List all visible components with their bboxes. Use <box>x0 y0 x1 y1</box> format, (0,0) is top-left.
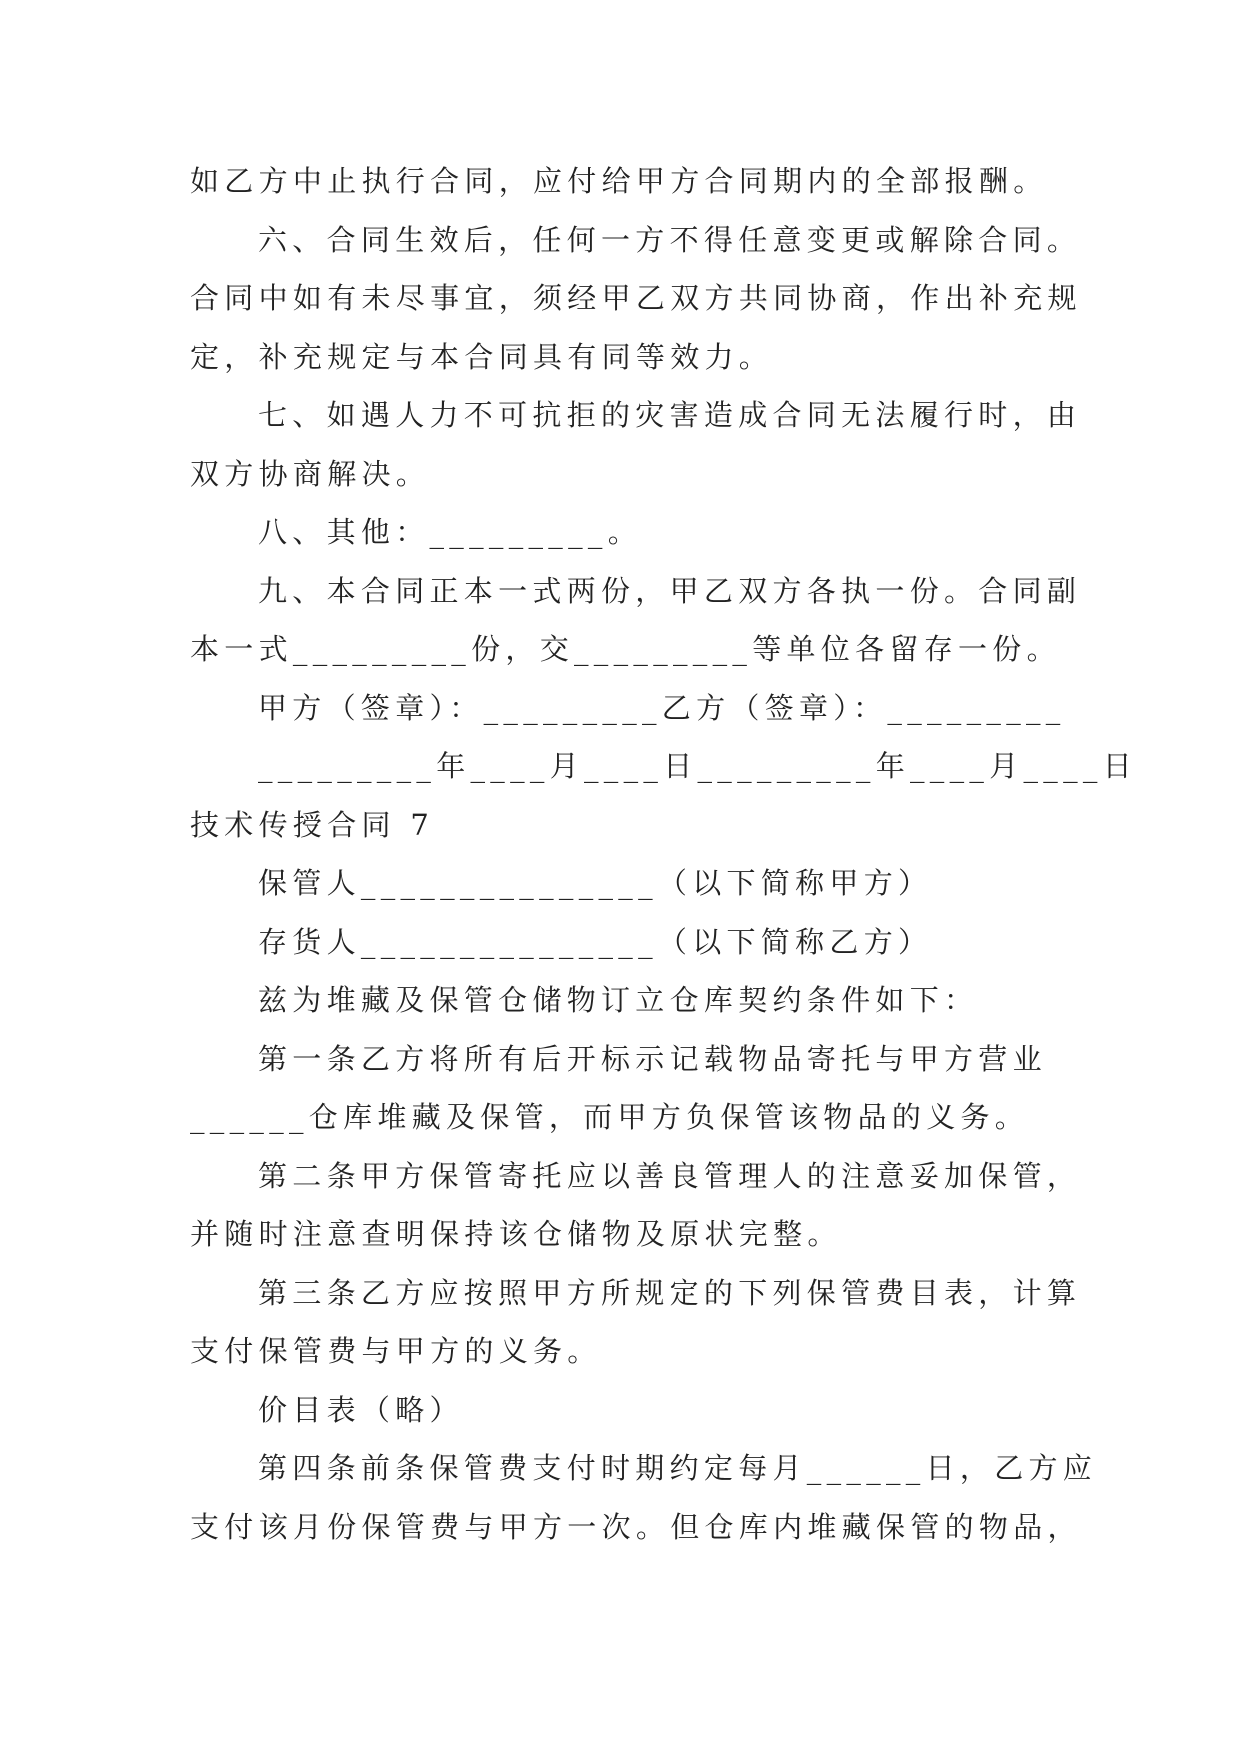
text-line: 本一式_________份，交_________等单位各留存一份。 <box>190 632 1061 666</box>
text-line: 合同中如有未尽事宜，须经甲乙双方共同协商，作出补充规 <box>190 281 1082 315</box>
text-line: 价目表（略） <box>258 1392 464 1427</box>
text-line: 八、其他：_________。 <box>258 515 643 549</box>
contract-text <box>190 152 1137 1556</box>
article-line: 第四条前条保管费支付时期约定每月______日，乙方应 <box>258 1451 1098 1485</box>
text-line: ______仓库堆藏及保管，而甲方负保管该物品的义务。 <box>190 1100 1030 1134</box>
section-title: 技术传授合同 7 <box>190 807 435 842</box>
signature-line: 甲方（签章）：_________乙方（签章）：_________ <box>258 690 1066 725</box>
text-line: 兹为堆藏及保管仓储物订立仓库契约条件如下： <box>258 983 979 1017</box>
date-line: _________年____月____日_________年____月____日 <box>258 749 1137 783</box>
article-line: 第三条乙方应按照甲方所规定的下列保管费目表，计算 <box>258 1275 1082 1310</box>
text-line: 双方协商解决。 <box>190 456 431 491</box>
party-line: 保管人_______________（以下简称甲方） <box>258 866 933 900</box>
text-line: 并随时注意查明保持该仓储物及原状完整。 <box>190 1217 842 1251</box>
text-line: 六、合同生效后，任何一方不得任意变更或解除合同。 <box>258 222 1082 257</box>
party-line: 存货人_______________（以下简称乙方） <box>258 924 933 959</box>
article-line: 第二条甲方保管寄托应以善良管理人的注意妥加保管， <box>258 1158 1082 1193</box>
text-line: 支付保管费与甲方的义务。 <box>190 1334 602 1368</box>
text-line: 支付该月份保管费与甲方一次。但仓库内堆藏保管的物品， <box>190 1509 1082 1544</box>
text-line: 七、如遇人力不可抗拒的灾害造成合同无法履行时，由 <box>258 398 1082 432</box>
text-line: 九、本合同正本一式两份，甲乙双方各执一份。合同副 <box>258 573 1082 608</box>
text-line: 如乙方中止执行合同，应付给甲方合同期内的全部报酬。 <box>190 164 1048 198</box>
article-line: 第一条乙方将所有后开标示记载物品寄托与甲方营业 <box>258 1041 1047 1076</box>
text-line: 定，补充规定与本合同具有同等效力。 <box>190 339 774 374</box>
